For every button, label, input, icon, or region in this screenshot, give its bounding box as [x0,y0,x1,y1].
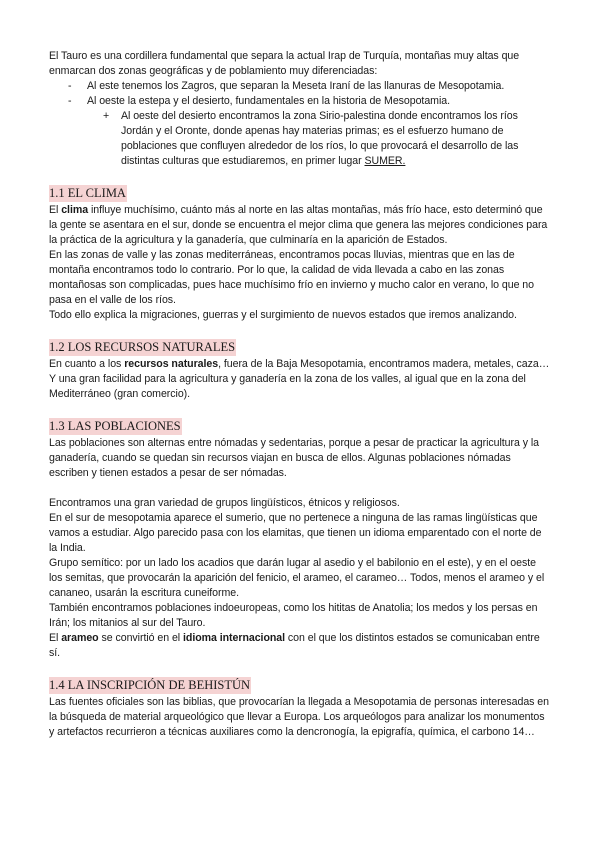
heading-recursos: 1.2 LOS RECURSOS NATURALES [49,340,236,354]
clima-paragraph-1 [49,203,552,248]
poblaciones-paragraph-3: En el sur de mesopotamia aparece el sumerio, que no pertenece a ninguna de las ramas lingüísticas que vamos a estudiar. Algo parecido pasa con los elamitas, que tienen un idioma emparentado con el norte de la India. [49,512,542,554]
poblaciones-paragraph-6 [49,631,552,661]
sub-bullet-text: Al oeste del desierto encontramos la zona Sirio-palestina donde encontramos los ríos Jordán y el Oronte, donde apenas hay materias primas; es el esfuerzo humano de poblaciones que confluyen alrededor de los ríos, lo que provocará el desarrollo de las distintas culturas que estudiaremos, en primer lugar [121,110,519,167]
poblaciones-paragraph-2: Encontramos una gran variedad de grupos lingüísticos, étnicos y religiosos. [49,497,400,509]
heading-clima: 1.1 EL CLIMA [49,186,126,200]
poblaciones-paragraph-5: También encontramos poblaciones indoeuropeas, como los hititas de Anatolia; los medos y los persas en Irán; los mitanios al sur del Tauro. [49,602,538,629]
poblaciones-paragraph-4: Grupo semítico: por un lado los acadios que darán lugar al asedio y el babilonio en el este), y en el oeste los semitas, que provocarán la aparición del fenicio, el arameo, el carameo… Todos, menos el arameo y el cananeo, usarán la escritura cuneiforme. [49,557,545,599]
text-run: En cuanto a los [49,358,125,370]
list-item: - Al este tenemos los Zagros, que separan la Meseta Iraní de las llanuras de Mesopotamia. [49,79,552,94]
text-run: , fuera de la Baja Mesopotamia, encontramos madera, metales, caza… Y una gran facilidad para la agricultura y ganadería en la zona de los valles, al igual que en la zona del Mediterráneo (gran comercio). [49,358,550,400]
bold-term: recursos naturales [124,358,219,370]
paragraph-gap [49,481,552,496]
text-run: se convirtió en el [98,632,183,644]
text-run: influye muchísimo, cuánto más al norte en las altas montañas, más frío hace, esto determinó que la gente se asentara en el sur, donde se encuentra el mejor clima que genera las mejores condiciones para la práctica de la agricultura y la ganadería, que culminaría en la aparición de Estados. [49,204,548,246]
text-run: El [49,204,62,216]
behistun-paragraph: Las fuentes oficiales son las biblias, que provocarían la llegada a Mesopotamia de personas interesadas en la búsqueda de material arqueológico que llevar a Europa. Los arqueólogos para analizar los monumentos y artefactos recurrieron a técnicas auxiliares como la dencronogía, la epigrafía, química, el carbono 14… [49,696,549,738]
intro-sub-bullet-list [49,109,552,169]
intro-paragraph: El Tauro es una cordillera fundamental que separa la actual Irap de Turquía, montañas muy altas que enmarcan dos zonas geográficas y de poblamiento muy diferenciadas: [49,50,520,77]
poblaciones-paragraph-1: Las poblaciones son alternas entre nómadas y sedentarias, porque a pesar de practicar la agricultura y la ganadería, cuando se quedan sin recursos viajan en busca de ellos. Algunas poblaciones nómadas escriben y tienen estados a pesar de ser nómadas. [49,437,540,479]
text-run: El [49,632,62,644]
bold-term: clima [61,204,89,216]
heading-poblaciones: 1.3 LAS POBLACIONES [49,419,181,433]
clima-paragraph-2: En las zonas de valle y las zonas mediterráneas, encontramos pocas lluvias, mientras que en las de montaña encontramos todo lo contrario. Por lo que, la calidad de vida llevada a cabo en las zonas montañosas son complicadas, pues hace muchísimo frío en invierno y mucho calor en verano, lo que no pasa en el valle de los ríos. [49,249,534,306]
recursos-paragraph [49,357,552,402]
text-run: con el que los distintos estados se comunicaban entre sí. [49,632,540,659]
sumer-underlined: SUMER. [364,155,406,167]
bold-term: idioma internacional [183,632,286,644]
document-content [49,49,552,740]
heading-behistun: 1.4 LA INSCRIPCIÓN DE BEHISTÚN [49,678,251,692]
bold-term: arameo [61,632,99,644]
clima-paragraph-3: Todo ello explica la migraciones, guerras y el surgimiento de nuevos estados que iremos analizando. [49,309,517,321]
intro-bullet-list [49,79,552,109]
list-item [87,109,552,169]
list-item: - Al oeste la estepa y el desierto, fundamentales en la historia de Mesopotamia. [49,94,552,109]
